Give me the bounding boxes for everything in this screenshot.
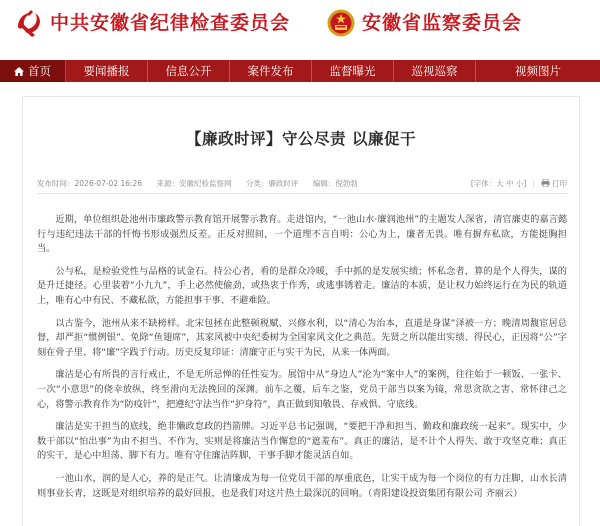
left-org-name: 中共安徽省纪律检查委员会 [50, 12, 291, 34]
article-title: 【廉政时评】守公尽责 以廉促干 [186, 130, 416, 148]
nav-item-label: 巡视巡察 [411, 64, 458, 78]
home-icon [14, 67, 24, 76]
national-emblem-icon [326, 8, 356, 38]
masthead [0, 0, 600, 50]
article-paragraph: 廉洁是心有所畏的言行戒止，不是无所忌惮的任性妄为。展馆中从“身边人”沦为“案中人”的案例，往往始于一顿饭、一张卡、一次“小意思”的侥幸放纵，终至滑向无法挽回的深渊。前车之覆，后车之鉴，党员干部当以案为镜，常思贪欲之害、常怀律己之心，将警示教育作为“防疫针”，把遵纪守法当作“护身符”，真正做到知敬畏、存戒惧、守底线。 [37, 369, 567, 410]
article-body [37, 213, 567, 509]
print-button[interactable] [541, 179, 567, 188]
nav-item-label: 首页 [28, 64, 51, 78]
article-editor: 编辑：倪勃勃 [312, 179, 358, 188]
article-paragraph: 一池山水，润的是人心，养的是正气。让清廉成为每一位党员干部的厚重底色，让实干成为每一个岗位的有力注脚，山水长清则事业长青，这既是对组织培养的最好回报，也是我们对这片热土最深沉的回响。（青阳建设投资集团有限公司 齐丽云） [37, 472, 567, 499]
right-org-name: 安徽省监察委员会 [362, 12, 523, 34]
article-paragraph: 公与私，是检验党性与品格的试金石。持公心者，看的是群众冷暖，手中抓的是发展实绩；怀私念者，算的是个人得失，谋的是升迁捷径。心里装着“小九九”，手上必然使偷劲，或热衷于作秀，或逃事锈着走。廉洁的本质，是让权力始终运行在为民的轨道上，唯有心中有民、不藏私欲，方能担事干事、不避难险。 [37, 265, 567, 306]
nav-item-video[interactable] [476, 60, 600, 82]
print-label: 打印 [552, 179, 567, 188]
nav-item-home[interactable] [0, 60, 66, 82]
print-icon [541, 179, 550, 187]
supervision-brand[interactable] [326, 6, 522, 40]
font-size-switcher[interactable]: [字体：大 中 小] [470, 179, 527, 188]
nav-item-label: 信息公开 [165, 64, 212, 78]
main-nav [0, 60, 600, 82]
nav-item-cases[interactable] [230, 60, 312, 82]
nav-item-label: 视频图片 [515, 64, 561, 78]
tools-divider: | [532, 179, 535, 188]
article-category: 分类：廉政时评 [245, 179, 299, 188]
article-meta [37, 178, 370, 189]
nav-item-label: 案件发布 [247, 64, 294, 78]
publish-date: 发布时间：2026-07-02 16:26 [37, 179, 143, 188]
article-panel [22, 96, 580, 526]
cpc-discipline-brand[interactable] [14, 6, 290, 40]
nav-item-inspection[interactable] [394, 60, 476, 82]
article-paragraph: 近期，单位组织赴池州市廉政警示教育馆开展警示教育。走进馆内，“一池山水·廉润池州”的主题发人深省，清官廉吏的嘉言懿行与违纪违法干部的忏悔书形成强烈反差。正反对照间，一个道理不言自明：公心为上，廉者无畏。唯有摒弃私欲，方能挺胸担当。 [37, 214, 567, 255]
nav-item-info[interactable] [148, 60, 230, 82]
article-paragraph: 以古鉴今，池州从来不缺榜样。北宋包拯在此整顿税赋、兴修水利，以“清心为治本，直道是身谋”泽被一方；晚清周馥宦居总督，却严拒“惯例银”、免除“鱼翅席”，其家风被中央纪委树为全国家风文化之典范。先贤之所以能出实绩、得民心，正因将“公”字刻在骨子里、将“廉”字践于行动。历史反复印证：清廉守正与实干为民，从来一体两面。 [37, 317, 567, 358]
nav-item-label: 监督曝光 [329, 64, 376, 78]
article-source: 来源：安徽纪检监察网 [156, 179, 232, 188]
article-tools [471, 178, 567, 189]
nav-item-label: 要闻播报 [83, 64, 130, 78]
nav-item-news[interactable] [66, 60, 148, 82]
meta-divider [37, 193, 567, 194]
article-paragraph: 廉洁是实干担当的底线，绝非懒政怠政的挡箭牌。习近平总书记强调，“要把干净和担当、勤政和廉政统一起来”。现实中，少数干部以“怕出事”为由不担当、不作为，实则是将廉洁当作懈怠的“遮羞布”。真正的廉洁，是不计个人得失、敢于攻坚克难；真正的实干，是心中坦荡、脚下有力。唯有守住廉洁阵脚，干事手脚才能灵活自如。 [37, 421, 567, 462]
nav-item-exposure[interactable] [312, 60, 394, 82]
party-emblem-icon [14, 8, 44, 38]
